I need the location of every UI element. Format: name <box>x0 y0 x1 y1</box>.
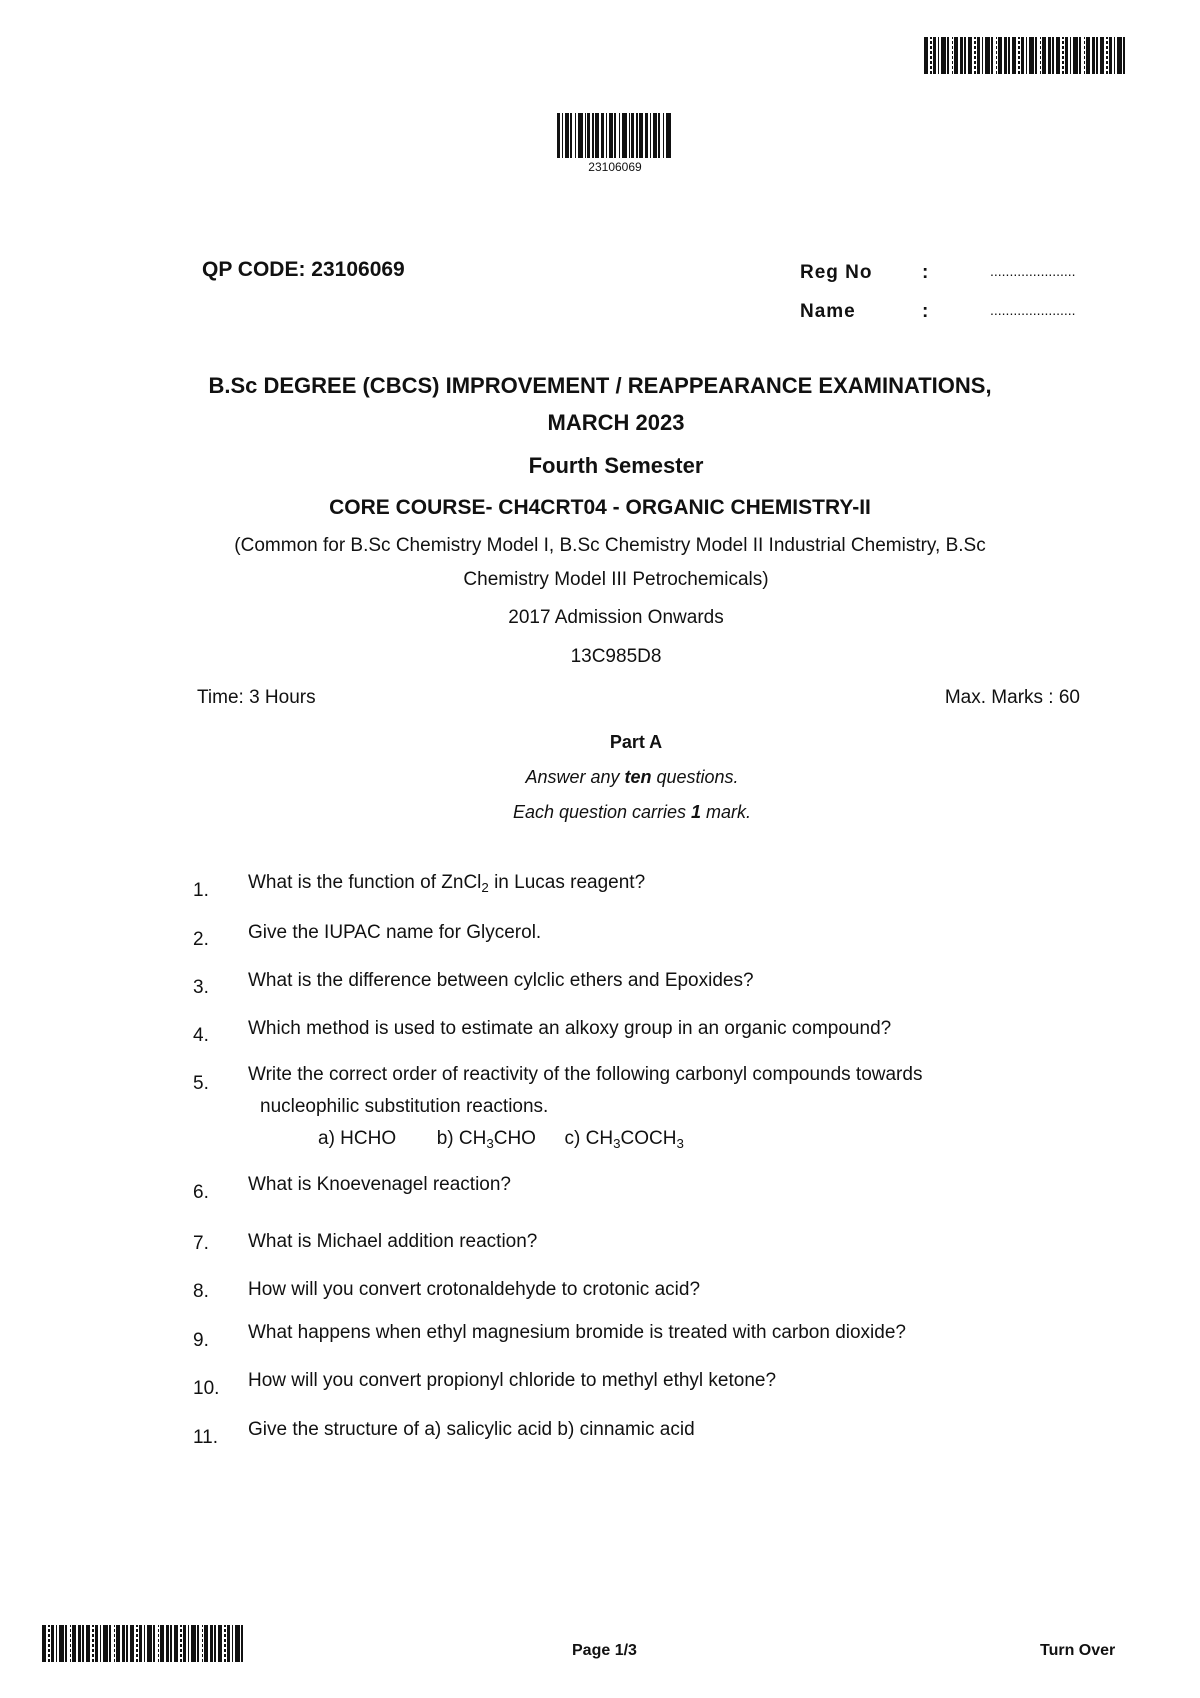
paper-code: 13C985D8 <box>570 646 662 667</box>
question-text <box>248 872 645 894</box>
reg-no-label: Reg No <box>800 262 873 283</box>
q1-post: in Lucas reagent? <box>488 872 646 893</box>
q5-option-b: b) $CH_3CHO$ <box>436 1128 536 1151</box>
question-number: 4. <box>193 1025 209 1046</box>
turn-over: Turn Over <box>1040 1642 1116 1659</box>
question-text: What is Michael addition reaction? <box>248 1231 538 1252</box>
name-colon: : <box>922 301 929 322</box>
exam-title-line1: B.Sc DEGREE (CBCS) IMPROVEMENT / REAPPEARANCE EXAMINATIONS, <box>208 373 992 398</box>
common-for-line2: Chemistry Model III Petrochemicals) <box>463 569 769 590</box>
bottom-left-barcode <box>42 1625 246 1662</box>
question-text: How will you convert propionyl chloride to methyl ethyl ketone? <box>248 1370 777 1391</box>
name-label: Name <box>800 301 856 322</box>
q5-option-c: c) $CH_3COCH_3$ <box>564 1128 684 1151</box>
exam-title-line2: MARCH 2023 <box>547 410 685 435</box>
instr2-pre: Each question carries <box>512 802 692 822</box>
barcode-caption: 23106069 <box>588 160 642 174</box>
question-text: Which method is used to estimate an alkoxy group in an organic compound? <box>248 1018 892 1039</box>
question-text: Write the correct order of reactivity of the following carbonyl compounds towards <box>248 1064 923 1085</box>
barcode-bar <box>1125 37 1128 74</box>
question-text: Give the structure of a) salicylic acid b) cinnamic acid <box>248 1419 695 1440</box>
common-for-line1: (Common for B.Sc Chemistry Model I, B.Sc Chemistry Model II Industrial Chemistry, B.Sc <box>234 535 986 556</box>
q5-option-a: a) HCHO <box>318 1128 397 1149</box>
semester: Fourth Semester <box>528 453 704 478</box>
question-number: 9. <box>193 1330 209 1351</box>
page-number: Page 1/3 <box>572 1642 637 1659</box>
question-number: 3. <box>193 977 209 998</box>
question-text: Give the IUPAC name for Glycerol. <box>248 922 542 943</box>
question-number: 5. <box>193 1073 209 1094</box>
barcode-bar <box>243 1625 246 1662</box>
question-number: 1. <box>193 880 209 901</box>
qp-code: QP CODE: 23106069 <box>202 258 405 281</box>
instr1-bold: ten <box>624 767 652 787</box>
part-a-heading: Part A <box>609 732 663 752</box>
course-title: CORE COURSE- CH4CRT04 - ORGANIC CHEMISTRY-II <box>329 496 871 519</box>
reg-no-blank: ...................... <box>990 263 1076 279</box>
question-options <box>318 1128 684 1150</box>
part-a-instruction-1 <box>32 767 1200 788</box>
question-number: 2. <box>193 929 209 950</box>
question-text: What happens when ethyl magnesium bromide is treated with carbon dioxide? <box>248 1322 906 1343</box>
max-marks: Max. Marks : 60 <box>944 687 1080 708</box>
admission-line: 2017 Admission Onwards <box>508 607 724 628</box>
time-allowed: Time: 3 Hours <box>197 687 316 708</box>
top-right-barcode <box>924 37 1128 74</box>
part-a-instruction-2 <box>32 802 1200 823</box>
barcode-bar <box>671 113 673 158</box>
question-number: 8. <box>193 1281 209 1302</box>
question-number: 6. <box>193 1182 209 1203</box>
instr1-pre: Answer any <box>525 767 625 787</box>
q1-sub: 2 <box>481 880 489 895</box>
question-text-continued: nucleophilic substitution reactions. <box>260 1096 549 1117</box>
instr2-post: mark. <box>701 802 752 822</box>
question-text: What is the difference between cylclic ethers and Epoxides? <box>248 970 754 991</box>
center-barcode <box>557 113 673 158</box>
question-number: 10. <box>193 1378 220 1399</box>
instr1-post: questions. <box>651 767 739 787</box>
question-text: How will you convert crotonaldehyde to crotonic acid? <box>248 1279 701 1300</box>
reg-no-colon: : <box>922 262 929 283</box>
q1-pre: What is the function of ZnCl <box>248 872 482 893</box>
question-number: 11. <box>193 1427 219 1448</box>
question-number: 7. <box>193 1233 209 1254</box>
name-blank: ...................... <box>990 302 1076 318</box>
question-text: What is Knoevenagel reaction? <box>248 1174 511 1195</box>
instr2-bold: 1 <box>691 802 702 822</box>
